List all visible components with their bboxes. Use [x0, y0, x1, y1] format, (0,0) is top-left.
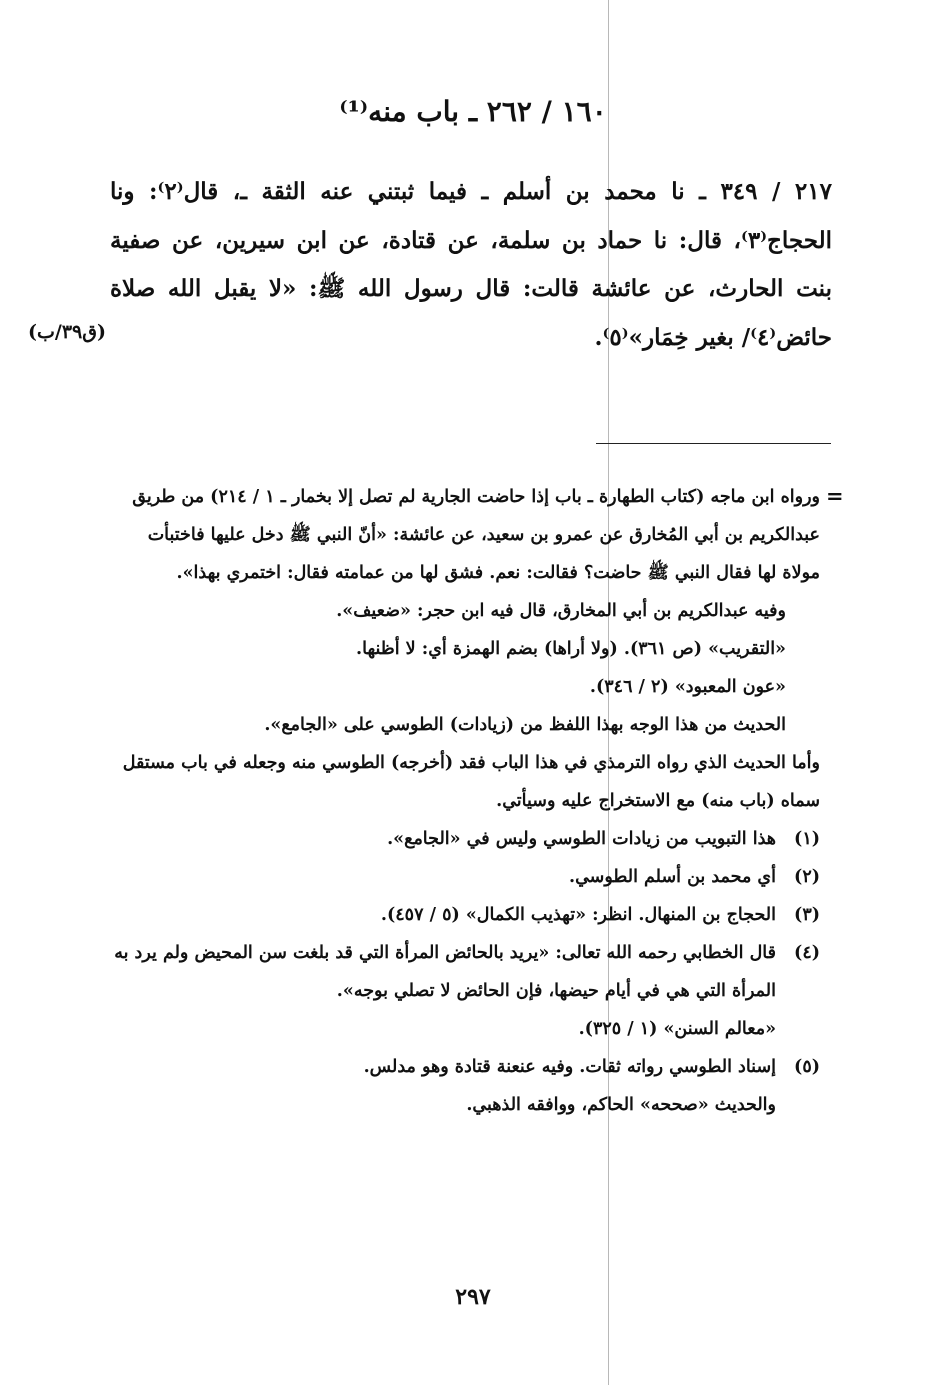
footnote-text-continued: «معالم السنن» (١ / ٣٢٥). — [578, 1019, 776, 1039]
footnote-text: أي محمد بن أسلم الطوسي. — [569, 867, 776, 887]
footnote-text: قال الخطابي رحمه الله تعالى: «يريد بالحائض المرأة التي قد بلغت سن المحيض ولم يرد به المرأة التي هي في أيام حيضها، فإن الحائض لا تصلي بوجه». — [114, 943, 776, 1001]
footnote-number: (٤) — [794, 943, 820, 963]
footnote-5 — [108, 1048, 820, 1086]
note-continued-paragraph: الحديث من هذا الوجه بهذا اللفظ من (زيادات) الطوسي على «الجامع». — [264, 715, 786, 735]
footnote-4 — [108, 934, 820, 1010]
note-continued-paragraph: ورواه ابن ماجه (كتاب الطهارة ـ باب إذا حاضت الجارية لم تصل إلا بخمار ـ ١ / ٢١٤) من طريق عبدالكريم بن أبي المُخارق عن عمرو بن سعيد، عن عائشة: «أنّ النبي ﷺ دخل عليها فاختبأت مولاة لها فقال النبي ﷺ حاضت؟ فقالت: نعم. فشق لها من عمامته فقال: اختمري بهذا». — [132, 487, 820, 583]
footnote-number: (١) — [794, 829, 820, 849]
footnote-2 — [108, 858, 820, 896]
footnote-3 — [108, 896, 820, 934]
note-continued-paragraph: «التقريب» (ص ٣٦١). (ولا أراها) بضم الهمزة أي: لا أظنها. — [356, 639, 786, 659]
footnote-separator — [596, 443, 831, 444]
note-continued-paragraph: وفيه عبدالكريم بن أبي المخارق، قال فيه ابن حجر: «ضعيف». — [336, 601, 786, 621]
footnote-1 — [108, 820, 820, 858]
footnote-text: هذا التبويب من زيادات الطوسي وليس في «الجامع». — [387, 829, 776, 849]
manuscript-folio-marker: (ق٣٩/ب) — [28, 321, 106, 343]
hadith-text — [110, 168, 832, 362]
footnote-text: إسناد الطوسي رواته ثقات. وفيه عنعنة قتادة وهو مدلس. — [363, 1057, 776, 1077]
footnote-text: الحجاج بن المنهال. انظر: «تهذيب الكمال» (٥ / ٤٥٧). — [380, 905, 776, 925]
footnote-text-continued: والحديث «صححه» الحاكم، ووافقه الذهبي. — [466, 1095, 776, 1115]
note-continued-paragraph: وأما الحديث الذي رواه الترمذي في هذا الباب فقد (أخرجه) الطوسي منه وجعله في باب مستقل سماه (باب منه) مع الاستخراج عليه وسيأتي. — [122, 753, 820, 811]
note-continued-paragraph: «عون المعبود» (٢ / ٣٤٦). — [589, 677, 786, 697]
footnotes-section — [108, 478, 820, 1124]
continuation-marker: = — [826, 483, 844, 508]
footnote-number: (٣) — [794, 905, 820, 925]
chapter-heading: ١٦٠ / ٢٦٢ ـ باب منه⁽¹⁾ — [339, 95, 607, 128]
page-number: ٢٩٧ — [455, 1284, 491, 1310]
hadith-paragraph: ٢١٧ / ٣٤٩ ـ نا محمد بن أسلم ـ فيما ثبتني عنه الثقة ـ، قال⁽٢⁾: ونا الحجاج⁽٣⁾، قال: نا حماد بن سلمة، عن قتادة، عن ابن سيرين، عن صفية بنت الحارث، عن عائشة قالت: قال رسول الله ﷺ: «لا يقبل الله صلاة حائض⁽٤⁾/ بغير خِمَار»⁽٥⁾. — [110, 178, 832, 351]
footnote-number: (٥) — [794, 1057, 820, 1077]
footnote-number: (٢) — [794, 867, 820, 887]
